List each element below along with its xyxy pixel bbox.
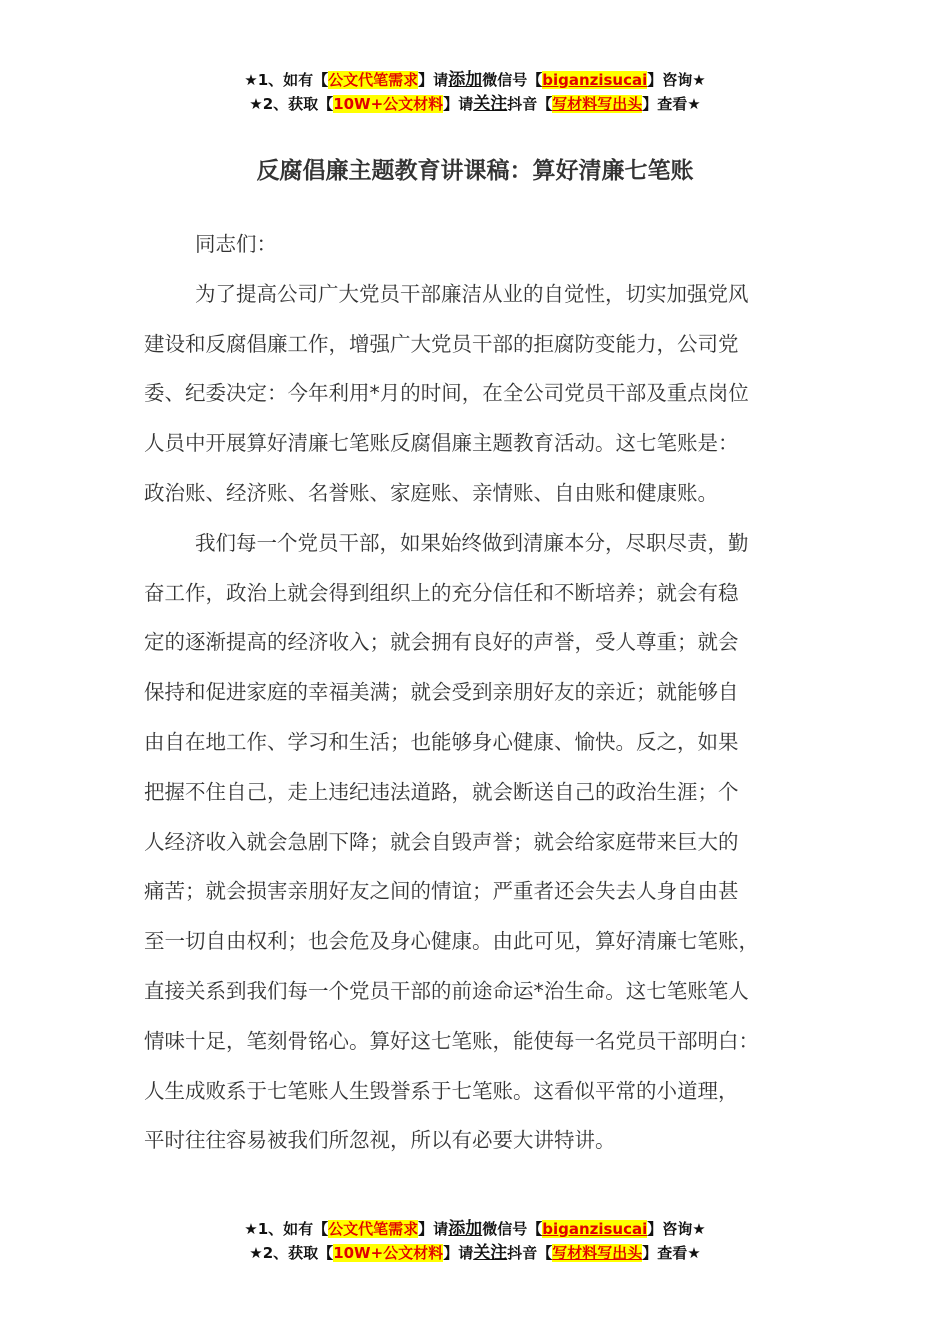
header-ad (0, 68, 950, 116)
text-line: 至一切自由权利；也会危及身心健康。由此可见，算好清廉七笔账， (144, 929, 759, 954)
text-line: 定的逐渐提高的经济收入；就会拥有良好的声誉，受人尊重；就会 (144, 630, 739, 655)
ad-text: 】请 (443, 95, 474, 113)
ad-highlight: 公文代笔需求 (328, 71, 419, 89)
ad-line-2 (0, 1241, 950, 1265)
document-body (144, 220, 824, 1166)
paragraph (144, 220, 824, 270)
ad-line-1 (0, 68, 950, 92)
text-line: 把握不住自己，走上违纪违法道路，就会断送自己的政治生涯；个 (144, 779, 739, 804)
text-line: 为了提高公司广大党员干部廉洁从业的自觉性，切实加强党风 (195, 281, 749, 306)
footer-ad (0, 1217, 950, 1265)
ad-text: 微信号【 (482, 1220, 543, 1238)
douyin-id: 写材料写出头 (552, 95, 643, 113)
text-line: 我们每一个党员干部，如果始终做到清廉本分，尽职尽责，勤 (195, 530, 749, 555)
ad-text: 】请 (443, 1244, 474, 1262)
text-line: 建设和反腐倡廉工作，增强广大党员干部的拒腐防变能力，公司党 (144, 331, 739, 356)
text-line: 人员中开展算好清廉七笔账反腐倡廉主题教育活动。这七笔账是： (144, 431, 739, 456)
ad-highlight: 10W+公文材料 (333, 1244, 444, 1262)
ad-text: ★2、获取【 (249, 95, 334, 113)
ad-text: 】查看★ (642, 1244, 701, 1262)
text-line: 情味十足，笔刻骨铭心。算好这七笔账，能使每一名党员干部明白： (144, 1028, 759, 1053)
ad-line-1 (0, 1217, 950, 1241)
ad-text: ★1、如有【 (244, 71, 329, 89)
ad-text: 】咨询★ (647, 1220, 706, 1238)
text-line: 痛苦；就会损害亲朋好友之间的情谊；严重者还会失去人身自由甚 (144, 879, 739, 904)
text-line: 委、纪委决定：今年利用*月的时间，在全公司党员干部及重点岗位 (144, 381, 749, 406)
ad-emphasis: 添加 (448, 70, 483, 90)
text-line: 保持和促进家庭的幸福美满；就会受到亲朋好友的亲近；就能够自 (144, 680, 739, 705)
paragraph (144, 519, 824, 1166)
wechat-id: biganzisucai (542, 1220, 648, 1238)
ad-emphasis: 添加 (448, 1219, 483, 1239)
wechat-id: biganzisucai (542, 71, 648, 89)
ad-text: ★1、如有【 (244, 1220, 329, 1238)
ad-text: 抖音【 (507, 1244, 553, 1262)
paragraph (144, 270, 824, 519)
ad-line-2 (0, 92, 950, 116)
ad-text: 】请 (418, 1220, 449, 1238)
ad-text: 】请 (418, 71, 449, 89)
ad-highlight: 公文代笔需求 (328, 1220, 419, 1238)
douyin-id: 写材料写出头 (552, 1244, 643, 1262)
document-title: 反腐倡廉主题教育讲课稿：算好清廉七笔账 (256, 158, 694, 184)
text-line: 平时往往容易被我们所忽视，所以有必要大讲特讲。 (144, 1128, 616, 1153)
ad-text: 抖音【 (507, 95, 553, 113)
text-line: 同志们： (195, 232, 277, 256)
ad-emphasis: 关注 (473, 94, 508, 114)
text-line: 政治账、经济账、名誉账、家庭账、亲情账、自由账和健康账。 (144, 480, 718, 505)
ad-highlight: 10W+公文材料 (333, 95, 444, 113)
ad-text: 微信号【 (482, 71, 543, 89)
text-line: 直接关系到我们每一个党员干部的前途命运*治生命。这七笔账笔人 (144, 978, 749, 1003)
text-line: 人经济收入就会急剧下降；就会自毁声誉；就会给家庭带来巨大的 (144, 829, 739, 854)
ad-emphasis: 关注 (473, 1243, 508, 1263)
ad-text: 】查看★ (642, 95, 701, 113)
text-line: 人生成败系于七笔账人生毁誉系于七笔账。这看似平常的小道理， (144, 1078, 739, 1103)
ad-text: ★2、获取【 (249, 1244, 334, 1262)
ad-text: 】咨询★ (647, 71, 706, 89)
text-line: 由自在地工作、学习和生活；也能够身心健康、愉快。反之，如果 (144, 729, 739, 754)
text-line: 奋工作，政治上就会得到组织上的充分信任和不断培养；就会有稳 (144, 580, 739, 605)
